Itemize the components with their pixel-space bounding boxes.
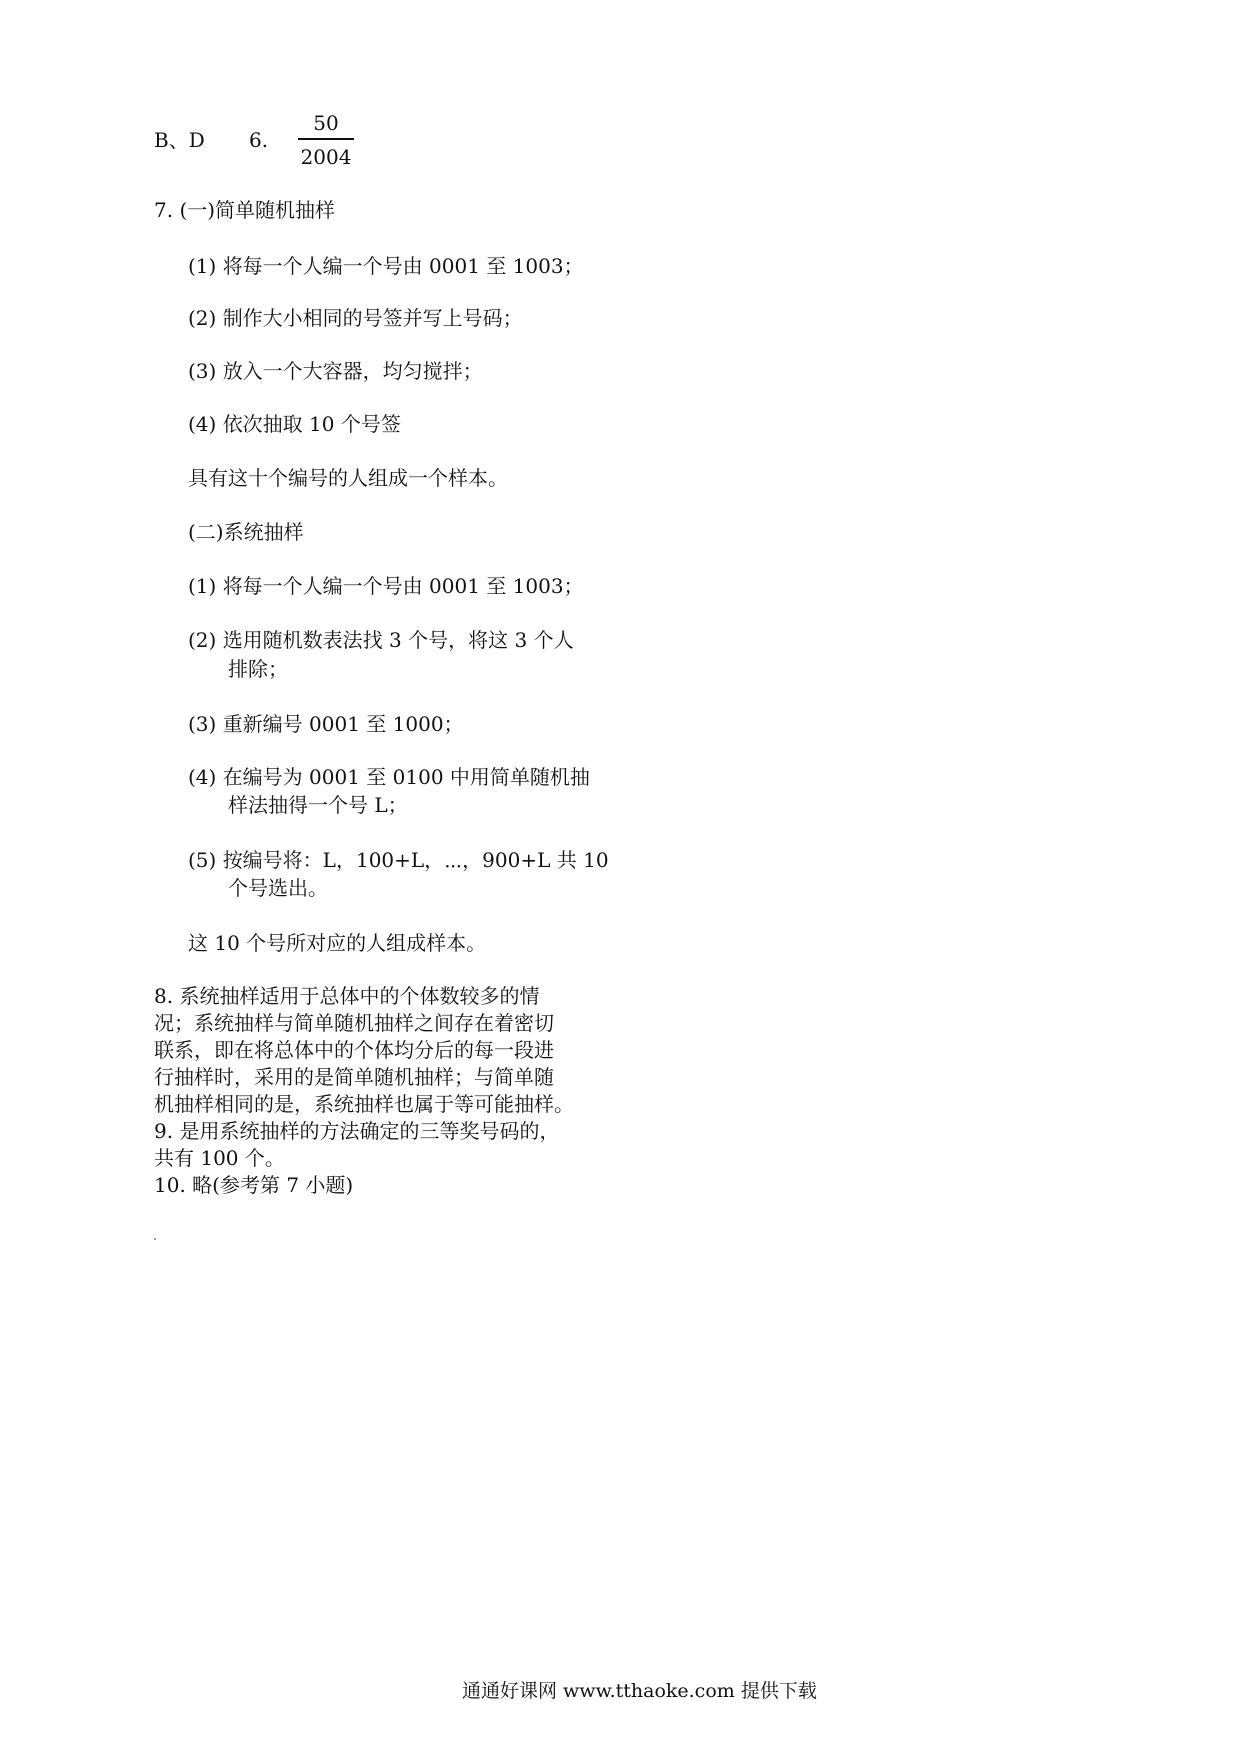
systematic-step-2-cont: 排除； <box>228 657 288 681</box>
q8-line-4: 行抽样时，采用的是简单随机抽样；与简单随 <box>154 1065 554 1089</box>
systematic-step-1: (1) 将每一个人编一个号由 0001 至 1003； <box>188 574 584 598</box>
fraction-denominator: 2004 <box>300 145 352 169</box>
systematic-conclusion: 这 10 个号所对应的人组成样本。 <box>188 931 487 955</box>
page-footer: 通通好课网 www.tthaoke.com 提供下载 <box>462 1680 817 1702</box>
q9-line-2: 共有 100 个。 <box>154 1146 285 1170</box>
systematic-step-3: (3) 重新编号 0001 至 1000； <box>188 712 464 736</box>
question-6-label: 6. <box>249 128 269 152</box>
question-6-fraction <box>298 110 354 170</box>
answer-bd: B、D <box>154 128 205 152</box>
simple-step-2: (2) 制作大小相同的号签并写上号码； <box>188 306 523 330</box>
systematic-step-4-cont: 样法抽得一个号 L； <box>228 793 408 817</box>
q8-line-1: 8. 系统抽样适用于总体中的个体数较多的情 <box>154 984 540 1008</box>
systematic-step-5-cont: 个号选出。 <box>228 876 328 900</box>
q10-line: 10. 略(参考第 7 小题) <box>154 1173 354 1197</box>
simple-conclusion: 具有这十个编号的人组成一个样本。 <box>188 466 508 490</box>
question-7-heading: 7. (一)简单随机抽样 <box>154 198 336 222</box>
systematic-heading: (二)系统抽样 <box>188 520 304 544</box>
systematic-step-2: (2) 选用随机数表法找 3 个号，将这 3 个人 <box>188 628 574 652</box>
fraction-bar <box>298 138 354 140</box>
q9-line-1: 9. 是用系统抽样的方法确定的三等奖号码的， <box>154 1119 560 1143</box>
simple-step-1: (1) 将每一个人编一个号由 0001 至 1003； <box>188 254 584 278</box>
q8-line-3: 联系，即在将总体中的个体均分后的每一段进 <box>154 1038 554 1062</box>
q8-line-2: 况；系统抽样与简单随机抽样之间存在着密切 <box>154 1011 554 1035</box>
question-8-paragraph <box>154 983 609 1199</box>
systematic-step-5: (5) 按编号将：L，100+L，⋯，900+L 共 10 <box>188 848 609 872</box>
systematic-step-4: (4) 在编号为 0001 至 0100 中用简单随机抽 <box>188 765 590 789</box>
simple-step-3: (3) 放入一个大容器，均匀搅拌； <box>188 359 483 383</box>
fraction-numerator: 50 <box>313 111 339 135</box>
simple-step-4: (4) 依次抽取 10 个号签 <box>188 412 401 436</box>
stray-mark <box>154 1238 156 1240</box>
q8-line-5: 机抽样相同的是，系统抽样也属于等可能抽样。 <box>154 1092 574 1116</box>
